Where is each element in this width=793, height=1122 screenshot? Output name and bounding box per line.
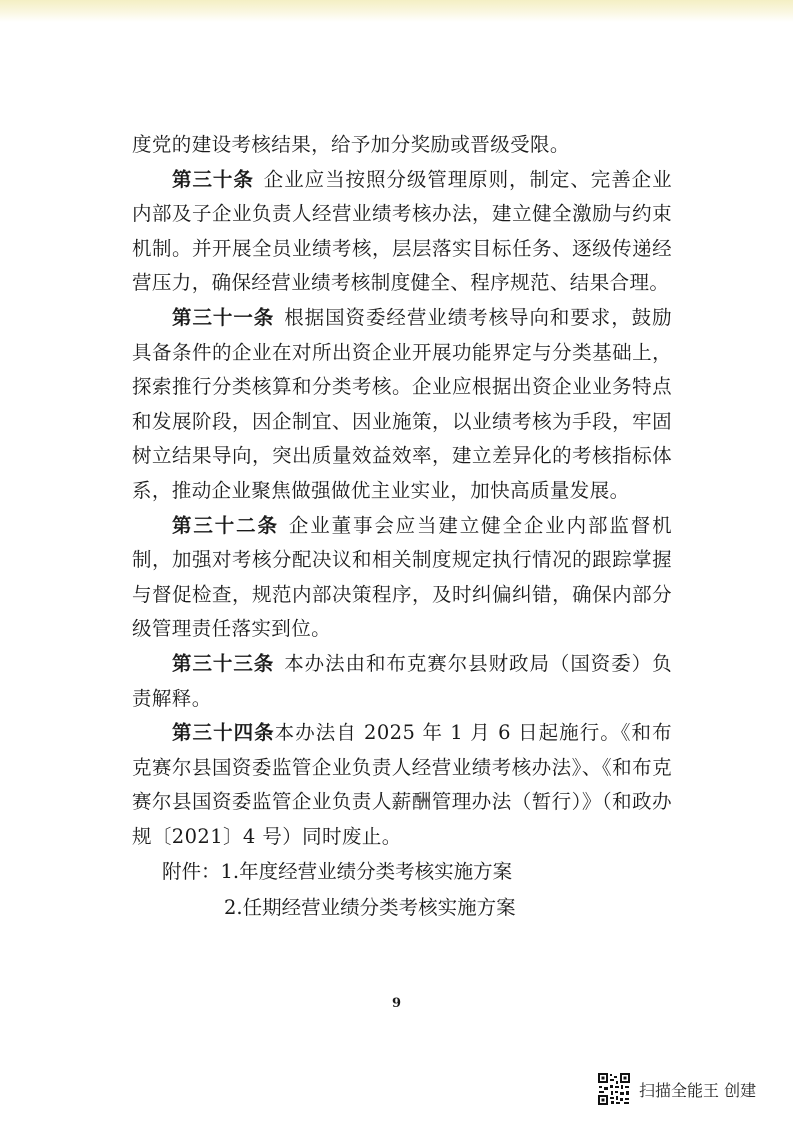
attachment-row-2 <box>132 890 672 926</box>
paragraph-continuation <box>132 128 672 163</box>
article-31 <box>132 301 672 509</box>
attachment-item: 2.任期经营业绩分类考核实施方案 <box>224 896 516 920</box>
article-34 <box>132 716 672 854</box>
article-text: 本办法自 2025 年 1 月 6 日起施行。《和布克赛尔县国资委监管企业负责人经营业绩考核办法》、《和布克赛尔县国资委监管企业负责人薪酬管理办法（暂行）》（和政办规〔2021〕4 号）同时废止。 <box>132 721 672 848</box>
article-number: 第三十二条 <box>172 513 279 537</box>
article-32 <box>132 509 672 647</box>
article-text: 本办法由和布克赛尔县财政局（国资委）负责解释。 <box>132 651 672 710</box>
scanner-watermark <box>597 1072 756 1106</box>
article-33 <box>132 647 672 716</box>
scan-edge-band <box>0 0 793 22</box>
qr-code-icon <box>597 1072 631 1106</box>
article-number: 第三十四条 <box>172 721 275 745</box>
attachment-label: 附件： <box>162 860 221 884</box>
document-body <box>132 128 672 926</box>
article-text: 企业应当按照分级管理原则，制定、完善企业内部及子企业负责人经营业绩考核办法，建立健全激励与约束机制。并开展全员业绩考核，层层落实目标任务、逐级传递经营压力，确保经营业绩考核制度健全、程序规范、结果合理。 <box>132 167 672 295</box>
article-number: 第三十一条 <box>172 305 275 329</box>
article-30 <box>132 163 672 301</box>
paragraph-text: 度党的建设考核结果，给予加分奖励或晋级受限。 <box>132 133 570 156</box>
article-number: 第三十三条 <box>172 651 275 675</box>
attachment-row-1 <box>132 854 672 890</box>
page-number: 9 <box>391 996 402 1011</box>
watermark-text: 扫描全能王 创建 <box>639 1080 757 1100</box>
article-number: 第三十条 <box>172 167 254 191</box>
attachment-item: 1.年度经营业绩分类考核实施方案 <box>220 860 513 884</box>
article-text: 企业董事会应当建立健全企业内部监督机制，加强对考核分配决议和相关制度规定执行情况的跟踪掌握与督促检查，规范内部决策程序，及时纠偏纠错，确保内部分级管理责任落实到位。 <box>132 513 672 641</box>
article-text: 根据国资委经营业绩考核导向和要求，鼓励具备条件的企业在对所出资企业开展功能界定与分类基础上，探索推行分类核算和分类考核。企业应根据出资企业业务特点和发展阶段，因企制宜、因业施策，以业绩考核为手段，牢固树立结果导向，突出质量效益效率，建立差异化的考核指标体系，推动企业聚焦做强做优主业实业，加快高质量发展。 <box>132 305 672 502</box>
